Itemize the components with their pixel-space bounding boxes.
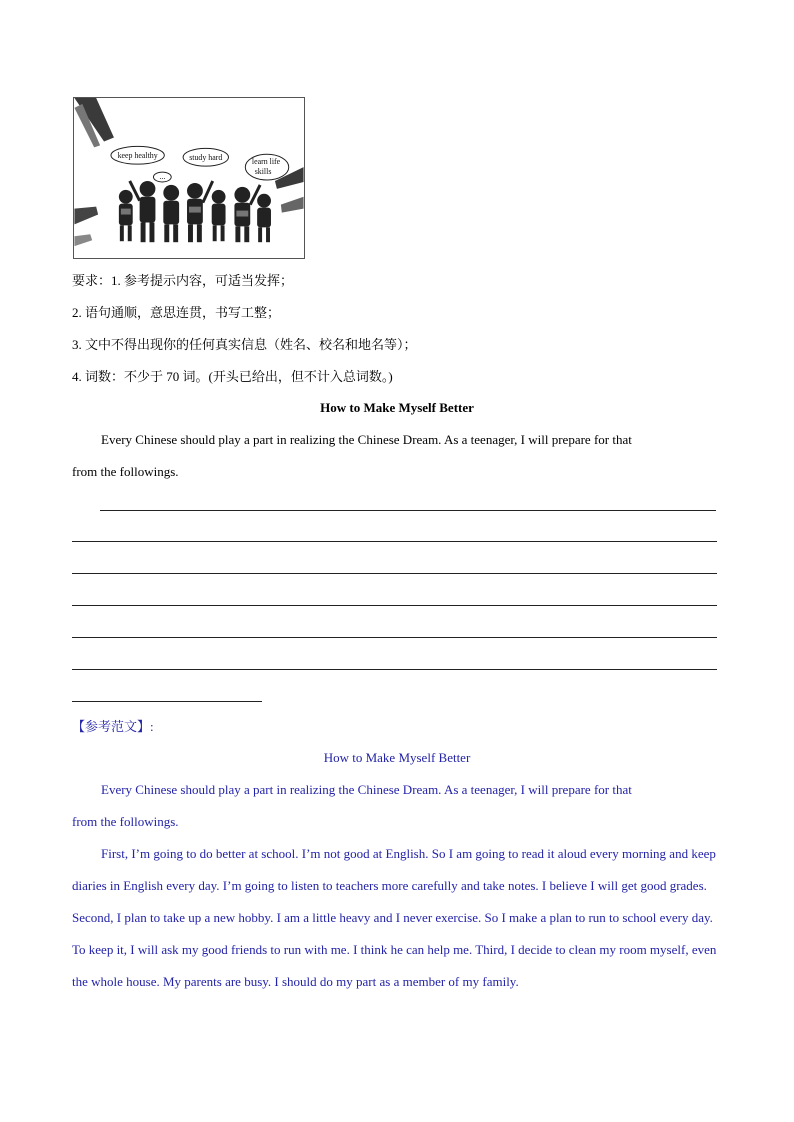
writing-line-5 — [72, 637, 717, 638]
sample-header: 【参考范文】: — [72, 719, 154, 734]
writing-line-2 — [72, 541, 717, 542]
pencil-right-2 — [281, 197, 304, 213]
sample-para2: First, I’m going to do better at school. I’m not good at English. So I am going to read it aloud every morning and keep diaries in English every day. I’m going to listen to teachers more carefully and take notes. I believe I will get good grades. Second, I plan to take up a new hobby. I am a little heavy and I never exercise. So I make a plan to run to school every day. To keep it, I will ask my good friends to run with me. I think he can help me. Third, I decide to clean my room myself, even the whole house. My parents are busy. I should do my part as a member of my family. — [72, 846, 717, 989]
writing-line-1 — [100, 510, 716, 511]
pencil-left-2 — [74, 234, 92, 246]
writing-line-4 — [72, 605, 717, 606]
writing-line-7 — [72, 701, 262, 702]
bubble-study-hard-text: study hard — [189, 153, 223, 163]
writing-line-6 — [72, 669, 717, 670]
essay-opening-line2: from the followings. — [72, 464, 179, 479]
requirement-4: 4. 词数：不少于 70 词。(开头已给出，但不计入总词数。) — [72, 369, 393, 384]
children-illustration — [73, 97, 305, 259]
sample-para1-line1: Every Chinese should play a part in realizing the Chinese Dream. As a teenager, I will prepare for that — [101, 782, 632, 797]
bubble-learn-life-text: learn life — [251, 157, 281, 167]
bubble-skills-text: skills — [254, 167, 272, 177]
essay-title: How to Make Myself Better — [320, 400, 474, 415]
requirement-3: 3. 文中不得出现你的任何真实信息（姓名、校名和地名等）； — [72, 337, 417, 352]
sample-para1-line2: from the followings. — [72, 814, 179, 829]
pencil-left — [74, 207, 98, 225]
requirement-1: 要求：1. 参考提示内容，可适当发挥； — [72, 273, 294, 288]
requirement-2: 2. 语句通顺，意思连贯，书写工整； — [72, 305, 281, 320]
bubble-keep-healthy-text: keep healthy — [117, 151, 158, 161]
bubble-dots-text: ... — [159, 171, 166, 181]
writing-line-3 — [72, 573, 717, 574]
children-group — [119, 181, 271, 242]
essay-opening-line1: Every Chinese should play a part in realizing the Chinese Dream. As a teenager, I will prepare for that — [101, 432, 632, 447]
sample-title: How to Make Myself Better — [323, 750, 471, 765]
children-cheering-image — [74, 98, 304, 258]
